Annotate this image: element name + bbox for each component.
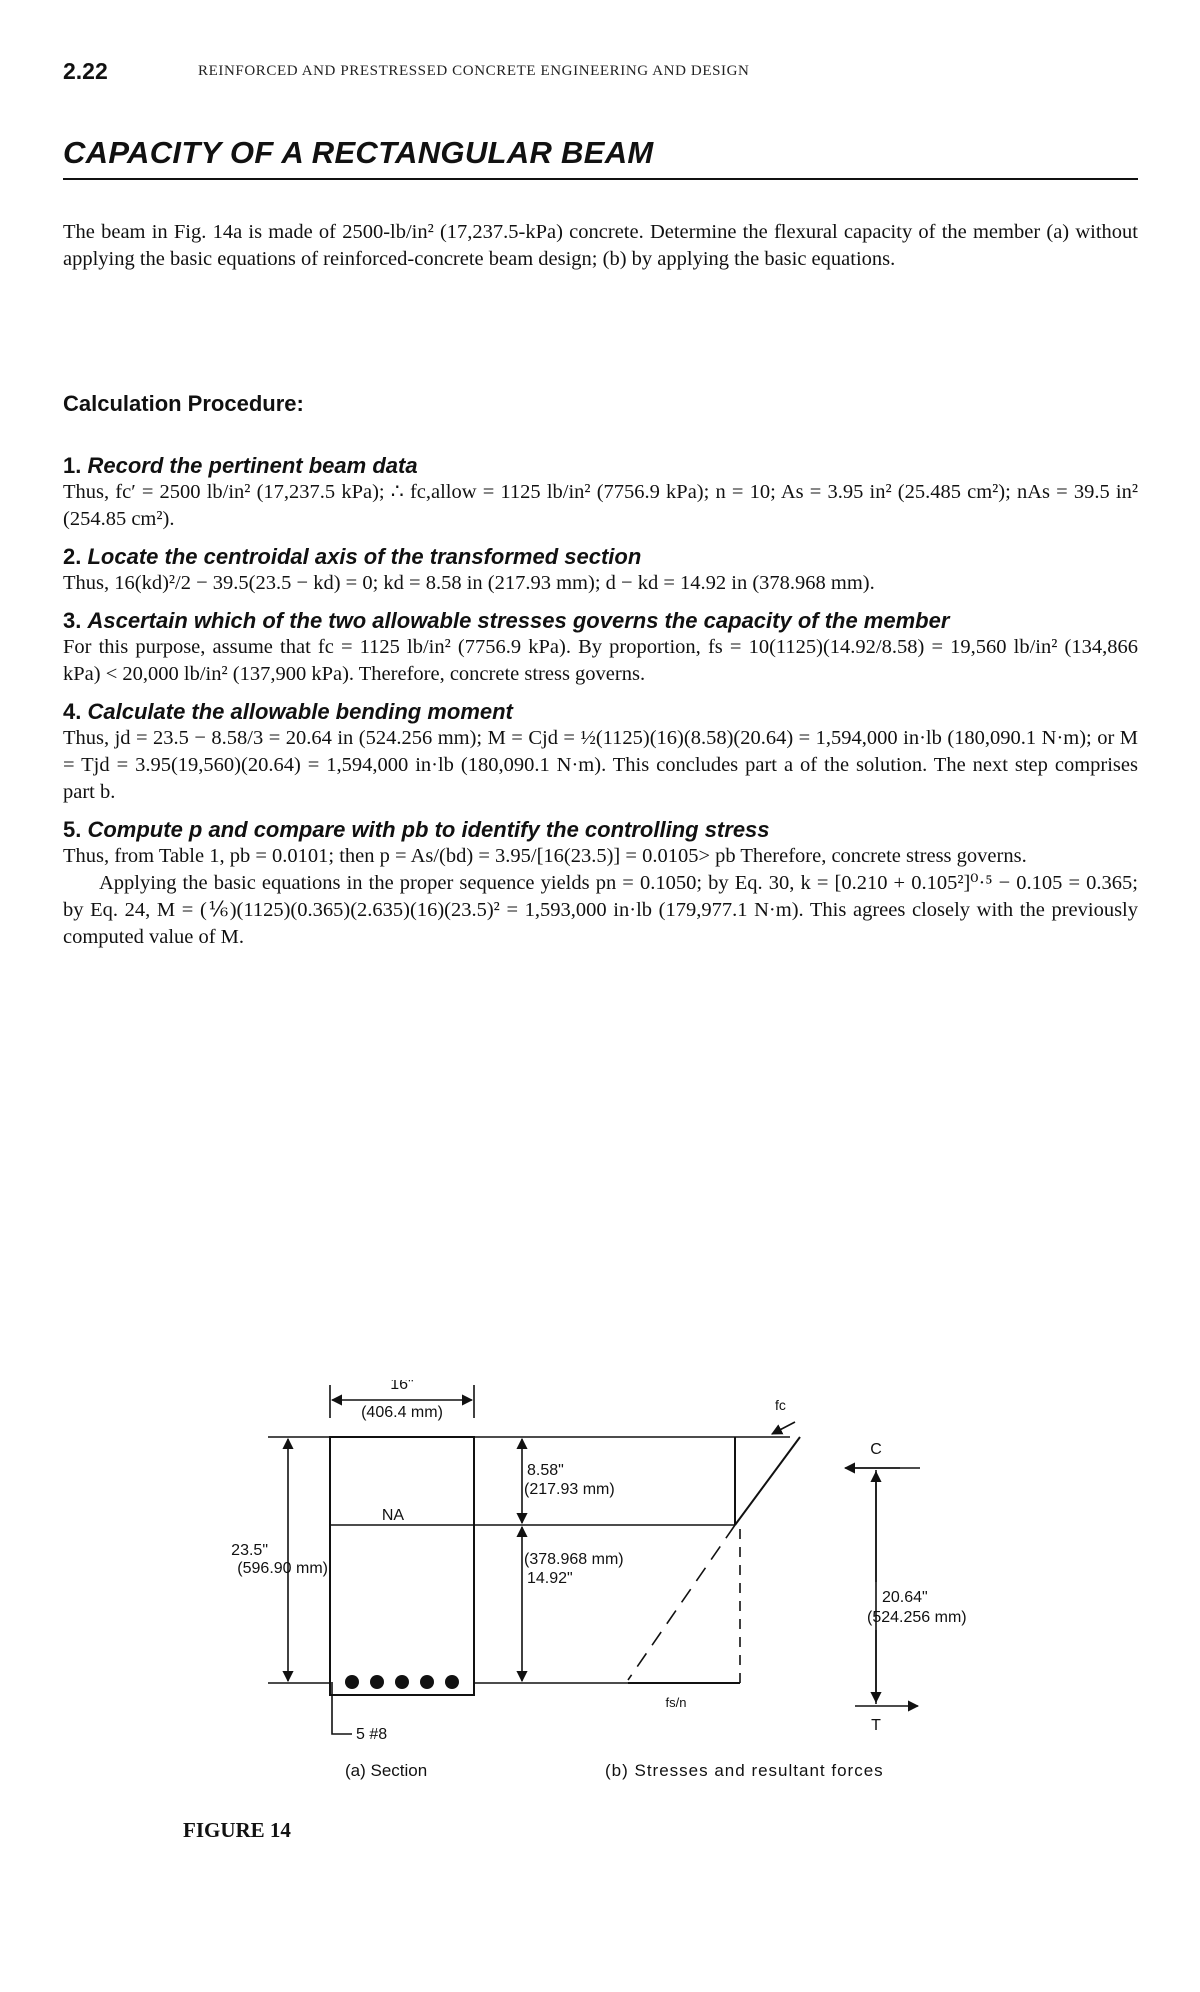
c-label: C	[870, 1441, 882, 1458]
step-heading: 5. Compute p and compare with pb to identify the controlling stress	[63, 817, 770, 842]
bars-label: 5 #8	[356, 1726, 388, 1743]
page-title: CAPACITY OF A RECTANGULAR BEAM	[63, 135, 654, 170]
step-2	[63, 543, 1138, 597]
na-label: NA	[381, 1507, 405, 1524]
caption-b: (b) Stresses and resultant forces	[605, 1761, 884, 1780]
step-4	[63, 698, 1138, 806]
running-title: REINFORCED AND PRESTRESSED CONCRETE ENGINEERING AND DESIGN	[198, 63, 750, 79]
stress-line-tension	[628, 1525, 735, 1680]
depth-mm-label: (596.90 mm)	[237, 1560, 328, 1577]
step-3	[63, 607, 1138, 688]
step-heading: 1. Record the pertinent beam data	[63, 453, 418, 478]
step-heading: 3. Ascertain which of the two allowable stresses governs the capacity of the member	[63, 608, 950, 633]
rebars	[345, 1675, 459, 1689]
step-body: For this purpose, assume that fc = 1125 lb/in² (7756.9 kPa). By proportion, fs = 10(1125)(14.92/8.58) = 19,560 lb/in² (134,866 kPa) < 20,000 lb/in² (137,900 kPa). Therefore, concrete stress governs.	[63, 636, 1138, 685]
rebar	[370, 1675, 384, 1689]
running-header	[63, 58, 1138, 88]
rebar	[395, 1675, 409, 1689]
fc-leader	[772, 1422, 795, 1434]
step-body: Thus, jd = 23.5 − 8.58/3 = 20.64 in (524.256 mm); M = Cjd = ½(1125)(16)(8.58)(20.64) = 1,594,000 in·lb (180,090.1 N·m); or M = Tjd = 3.95(19,560)(20.64) = 1,594,000 in·lb (180,090.1 N·m). This concludes part a of the solution. The next step comprises part b.	[63, 727, 1138, 803]
title-rule	[63, 178, 1138, 180]
step-body: Thus, from Table 1, pb = 0.0101; then p = As/(bd) = 3.95/[16(23.5)] = 0.0105> pb Therefore, concrete stress governs.	[63, 845, 1027, 867]
step-5	[63, 816, 1138, 951]
step-heading: 2. Locate the centroidal axis of the transformed section	[63, 544, 642, 569]
kd-in-label: 8.58"	[527, 1462, 564, 1479]
t-label: T	[871, 1717, 881, 1734]
width-mm-label: (406.4 mm)	[361, 1404, 443, 1421]
width-in-label: 16"	[390, 1380, 414, 1393]
procedure-heading: Calculation Procedure:	[63, 391, 304, 416]
rebar	[345, 1675, 359, 1689]
steps-list	[63, 452, 1138, 961]
step-1	[63, 452, 1138, 533]
figure-label: FIGURE 14	[183, 1818, 291, 1842]
rebar	[420, 1675, 434, 1689]
step-body: Thus, fc′ = 2500 lb/in² (17,237.5 kPa); ∴ fc,allow = 1125 lb/in² (7756.9 kPa); n = 10; As = 3.95 in² (25.485 cm²); nAs = 39.5 in² (254.85 cm²).	[63, 481, 1138, 530]
fsn-label: fs/n	[665, 1695, 687, 1710]
rebar	[445, 1675, 459, 1689]
problem-statement: The beam in Fig. 14a is made of 2500-lb/in² (17,237.5-kPa) concrete. Determine the flexural capacity of the member (a) without applying the basic equations of reinforced-concrete beam design; (b) by applying the basic equations.	[63, 221, 1138, 270]
dkd-mm-label: (378.968 mm)	[524, 1551, 624, 1568]
figure-14	[0, 1380, 1200, 1800]
kd-mm-label: (217.93 mm)	[524, 1481, 615, 1498]
bars-leader	[332, 1682, 352, 1734]
caption-a: (a) Section	[345, 1761, 428, 1780]
dkd-in-label: 14.92"	[527, 1570, 573, 1587]
stress-line-compression	[735, 1437, 800, 1525]
jd-mm-label: (524.256 mm)	[867, 1609, 967, 1626]
fc-label: fc	[775, 1397, 786, 1413]
page-number: 2.22	[63, 58, 108, 84]
step-heading: 4. Calculate the allowable bending moment	[63, 699, 513, 724]
step-body-continued: Applying the basic equations in the proper sequence yields pn = 0.1050; by Eq. 30, k = [0.210 + 0.105²]⁰·⁵ − 0.105 = 0.365; by Eq. 24, M = (⅙)(1125)(0.365)(2.635)(16)(23.5)² = 1,593,000 in·lb (179,977.1 N·m). This agrees closely with the previously computed value of M.	[63, 872, 1138, 948]
jd-in-label: 20.64"	[882, 1589, 928, 1606]
beam-diagram	[0, 1380, 1200, 1800]
step-body: Thus, 16(kd)²/2 − 39.5(23.5 − kd) = 0; kd = 8.58 in (217.93 mm); d − kd = 14.92 in (378.968 mm).	[63, 572, 875, 594]
beam-section	[330, 1437, 474, 1695]
depth-in-label: 23.5"	[231, 1542, 268, 1559]
